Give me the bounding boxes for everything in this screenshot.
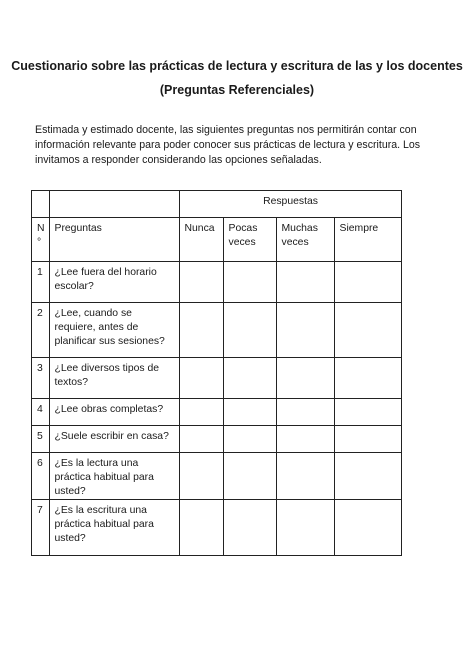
answer-cell-muchas-veces[interactable] <box>276 303 334 358</box>
answer-cell-nunca[interactable] <box>179 358 223 399</box>
document-subtitle: (Preguntas Referenciales) <box>159 83 315 97</box>
answer-cell-nunca[interactable] <box>179 500 223 556</box>
answer-cell-muchas-veces[interactable] <box>276 426 334 453</box>
empty-cell <box>49 191 179 218</box>
table-group-header-row <box>32 191 402 218</box>
answer-cell-siempre[interactable] <box>334 426 401 453</box>
table-row <box>32 500 402 556</box>
table-header-row <box>32 218 402 262</box>
option-header-pocas-veces: Pocas veces <box>223 218 276 262</box>
answer-cell-muchas-veces[interactable] <box>276 500 334 556</box>
option-header-nunca: Nunca <box>179 218 223 262</box>
answer-cell-siempre[interactable] <box>334 399 401 426</box>
answer-cell-siempre[interactable] <box>334 262 401 303</box>
answer-cell-pocas-veces[interactable] <box>223 453 276 500</box>
answer-cell-pocas-veces[interactable] <box>223 358 276 399</box>
answer-cell-pocas-veces[interactable] <box>223 426 276 453</box>
row-question: ¿Lee, cuando se requiere, antes de planificar sus sesiones? <box>49 303 179 358</box>
answer-cell-muchas-veces[interactable] <box>276 399 334 426</box>
survey-table <box>31 190 402 556</box>
table-row <box>32 426 402 453</box>
table-row <box>32 399 402 426</box>
answer-cell-siempre[interactable] <box>334 358 401 399</box>
row-question: ¿Lee diversos tipos de textos? <box>49 358 179 399</box>
answer-cell-muchas-veces[interactable] <box>276 453 334 500</box>
table-row <box>32 303 402 358</box>
row-question: ¿Es la escritura una práctica habitual para usted? <box>49 500 179 556</box>
document-title: Cuestionario sobre las prácticas de lectura y escritura de las y los docentes <box>11 59 463 73</box>
row-question: ¿Suele escribir en casa? <box>49 426 179 453</box>
empty-cell <box>32 191 50 218</box>
answer-cell-pocas-veces[interactable] <box>223 303 276 358</box>
answer-cell-nunca[interactable] <box>179 453 223 500</box>
option-header-muchas-veces: Muchas veces <box>276 218 334 262</box>
question-column-header: Preguntas <box>49 218 179 262</box>
row-question: ¿Es la lectura una práctica habitual para usted? <box>49 453 179 500</box>
row-number: 3 <box>32 358 50 399</box>
responses-group-header: Respuestas <box>179 191 401 218</box>
table-row <box>32 358 402 399</box>
answer-cell-muchas-veces[interactable] <box>276 262 334 303</box>
number-column-header: N ° <box>32 218 50 262</box>
row-number: 6 <box>32 453 50 500</box>
answer-cell-nunca[interactable] <box>179 399 223 426</box>
answer-cell-nunca[interactable] <box>179 426 223 453</box>
answer-cell-nunca[interactable] <box>179 303 223 358</box>
row-number: 5 <box>32 426 50 453</box>
option-header-siempre: Siempre <box>334 218 401 262</box>
row-number: 1 <box>32 262 50 303</box>
row-question: ¿Lee obras completas? <box>49 399 179 426</box>
row-number: 2 <box>32 303 50 358</box>
intro-paragraph: Estimada y estimado docente, las siguientes preguntas nos permitirán contar con información relevante para poder conocer sus prácticas de lectura y escritura. Los invitamos a responder considerando las opciones señaladas. <box>35 124 421 166</box>
answer-cell-nunca[interactable] <box>179 262 223 303</box>
answer-cell-pocas-veces[interactable] <box>223 500 276 556</box>
table-row <box>32 453 402 500</box>
answer-cell-siempre[interactable] <box>334 500 401 556</box>
table-row <box>32 262 402 303</box>
row-question: ¿Lee fuera del horario escolar? <box>49 262 179 303</box>
row-number: 4 <box>32 399 50 426</box>
answer-cell-siempre[interactable] <box>334 303 401 358</box>
answer-cell-pocas-veces[interactable] <box>223 399 276 426</box>
row-number: 7 <box>32 500 50 556</box>
answer-cell-muchas-veces[interactable] <box>276 358 334 399</box>
answer-cell-siempre[interactable] <box>334 453 401 500</box>
answer-cell-pocas-veces[interactable] <box>223 262 276 303</box>
